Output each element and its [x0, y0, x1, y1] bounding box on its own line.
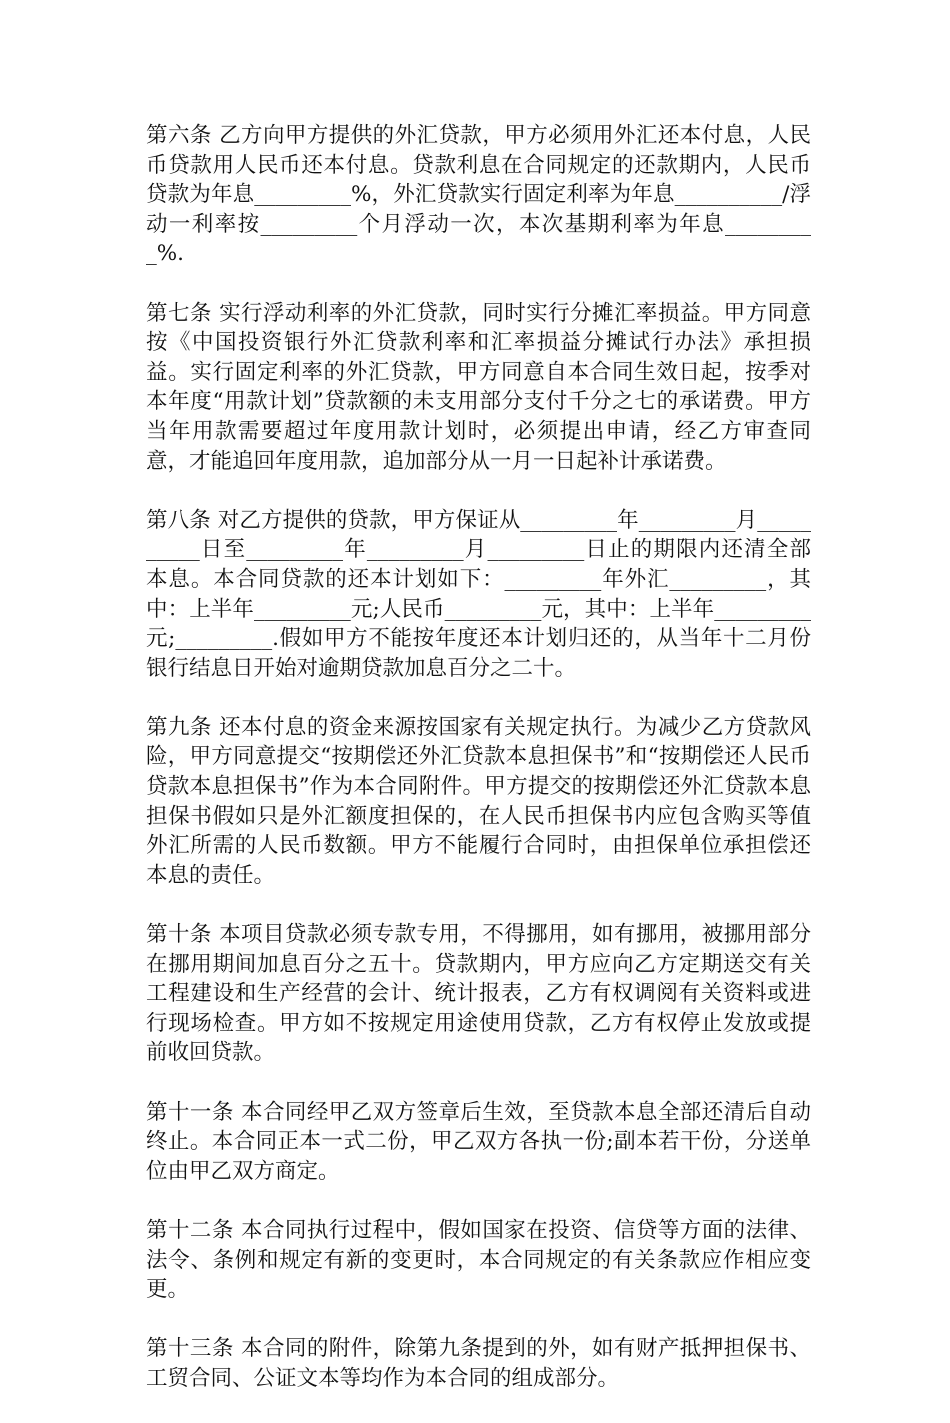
clause-7: 第七条 实行浮动利率的外汇贷款，同时实行分摊汇率损益。甲方同意按《中国投资银行外汇贷款利率和汇率损益分摊试行办法》承担损益。实行固定利率的外汇贷款，甲方同意自本合同生效日起，按季对本年度“用款计划”贷款额的未支用部分支付千分之七的承诺费。甲方当年用款需要超过年度用款计划时，必须提出申请，经乙方审查同意，才能追回年度用款，追加部分从一月一日起补计承诺费。	[146, 300, 811, 474]
document-body	[146, 121, 811, 1423]
clause-13: 第十三条 本合同的附件，除第九条提到的外，如有财产抵押担保书、工贸合同、公证文本等均作为本合同的组成部分。	[146, 1336, 811, 1391]
clause-8: 第八条 对乙方提供的贷款，甲方保证从_________年_________月__________日至_________年_________月_________日止的期限内还清全部本息。本合同贷款的还本计划如下：_________年外汇_________，其中：上半年_________元;人民币_________元，其中：上半年_________元;_________.假如甲方不能按年度还本计划归还的，从当年十二月份银行结息日开始对逾期贷款加息百分之二十。	[146, 507, 811, 681]
clause-11: 第十一条 本合同经甲乙双方签章后生效，至贷款本息全部还清后自动终止。本合同正本一式二份，甲乙双方各执一份;副本若干份，分送单位由甲乙双方商定。	[146, 1099, 811, 1184]
clause-9: 第九条 还本付息的资金来源按国家有关规定执行。为减少乙方贷款风险，甲方同意提交“按期偿还外汇贷款本息担保书”和“按期偿还人民币贷款本息担保书”作为本合同附件。甲方提交的按期偿还外汇贷款本息担保书假如只是外汇额度担保的，在人民币担保书内应包含购买等值外汇所需的人民币数额。甲方不能履行合同时，由担保单位承担偿还本息的责任。	[146, 714, 811, 888]
clause-12: 第十二条 本合同执行过程中，假如国家在投资、信贷等方面的法律、法令、条例和规定有新的变更时，本合同规定的有关条款应作相应变更。	[146, 1217, 811, 1303]
clause-6: 第六条 乙方向甲方提供的外汇贷款，甲方必须用外汇还本付息，人民币贷款用人民币还本付息。贷款利息在合同规定的还款期内，人民币贷款为年息_________%，外汇贷款实行固定利率为年息__________/浮动一利率按_________个月浮动一次，本次基期利率为年息_________%.	[146, 123, 811, 267]
clause-10: 第十条 本项目贷款必须专款专用，不得挪用，如有挪用，被挪用部分在挪用期间加息百分之五十。贷款期内，甲方应向乙方定期送交有关工程建设和生产经营的会计、统计报表，乙方有权调阅有关资料或进行现场检查。甲方如不按规定用途使用贷款，乙方有权停止发放或提前收回贷款。	[146, 922, 811, 1066]
